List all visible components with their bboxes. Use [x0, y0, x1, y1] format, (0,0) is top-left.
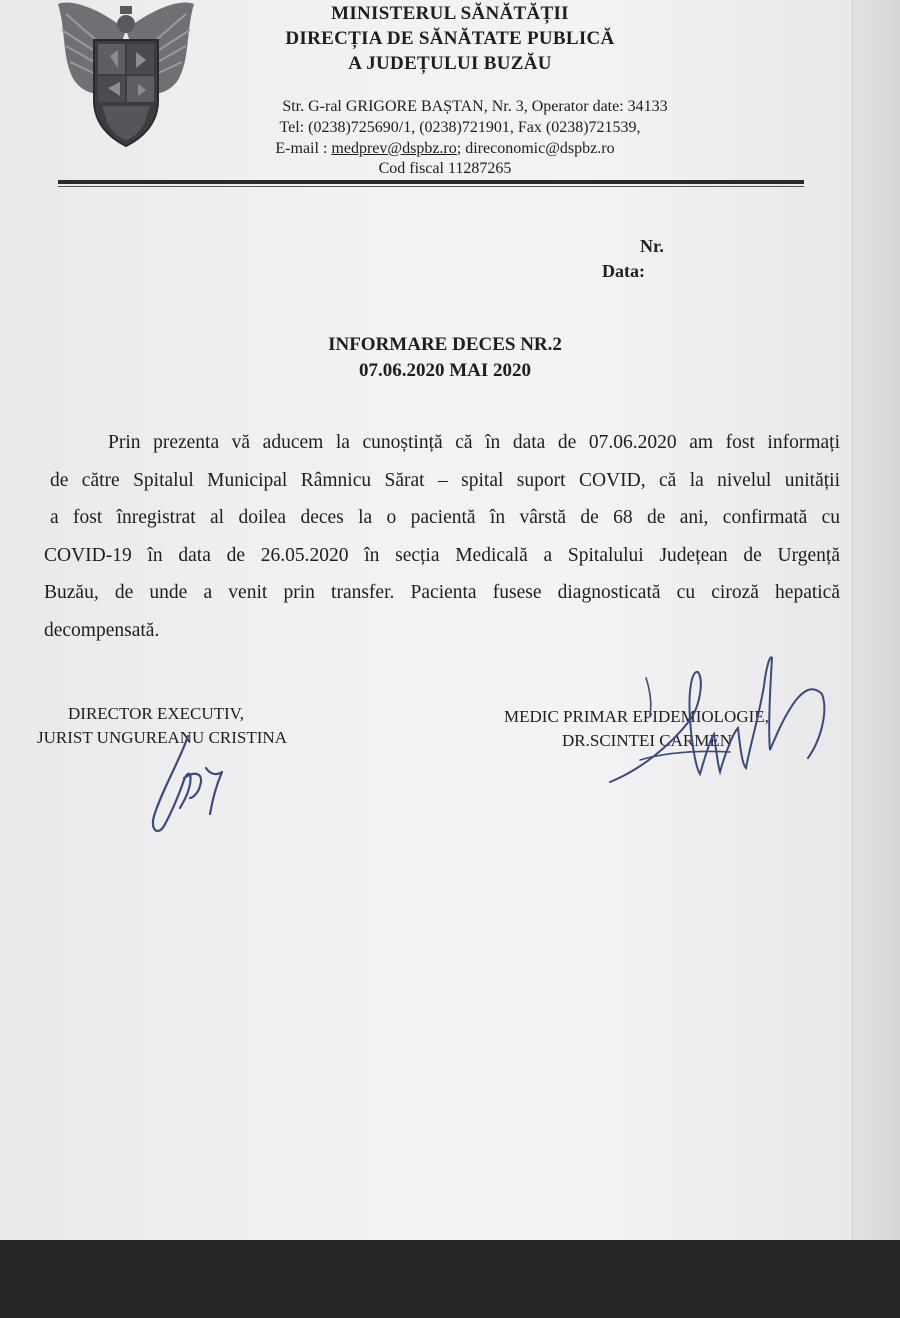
body-line: a fost înregistrat al doilea deces la o pacientă în vârstă de 68 de ani, confirmată cu	[50, 507, 840, 528]
fiscal-code: Cod fiscal 11287265	[378, 160, 512, 177]
body-line: Prin prezenta vă aducem la cunoștință că în data de 07.06.2020 am fost informați	[108, 432, 840, 453]
header-divider-thin	[58, 186, 804, 187]
registration-number-label: Nr.	[640, 236, 664, 256]
email-separator: ;	[456, 140, 462, 157]
ministry-name: MINISTERUL SĂNĂTĂȚII	[331, 3, 569, 24]
paper-edge	[852, 0, 900, 1240]
county-name: A JUDEȚULUI BUZĂU	[348, 53, 552, 74]
left-signatory-name: JURIST UNGUREANU CRISTINA	[37, 728, 287, 747]
photo-background	[0, 1240, 900, 1318]
document-body	[44, 424, 840, 649]
body-line: decompensată.	[44, 619, 160, 641]
document-date: 07.06.2020 MAI 2020	[358, 360, 532, 381]
header-divider	[58, 180, 804, 184]
address-line: Str. G-ral GRIGORE BAȘTAN, Nr. 3, Operator date: 34133	[282, 98, 668, 115]
left-signatory-title: DIRECTOR EXECUTIV,	[68, 704, 244, 723]
right-signatory-title: MEDIC PRIMAR EPIDEMIOLOGIE,	[504, 707, 769, 726]
body-line: Buzău, de unde a venit prin transfer. Pacienta fusese diagnosticată cu ciroză hepatică	[44, 582, 840, 603]
email-link-medprev[interactable]: medprev@dspbz.ro	[331, 140, 457, 157]
right-signatory-name: DR.SCINTEI CARMEN	[562, 731, 733, 750]
phone-line: Tel: (0238)725690/1, (0238)721901, Fax (0238)721539,	[279, 119, 641, 136]
document-title: INFORMARE DECES NR.2	[328, 334, 562, 355]
body-line: de către Spitalul Municipal Râmnicu Sărat – spital suport COVID, că la nivelul unității	[50, 469, 840, 491]
registration-date-label: Data:	[602, 261, 645, 281]
email-link-direconomic[interactable]: direconomic@dspbz.ro	[465, 140, 615, 157]
email-label: E-mail :	[275, 140, 328, 157]
directorate-name: DIRECȚIA DE SĂNĂTATE PUBLICĂ	[285, 28, 615, 49]
body-line: COVID-19 în data de 26.05.2020 în secția Medicală a Spitalului Județean de Urgență	[44, 544, 840, 566]
email-line	[140, 140, 750, 158]
